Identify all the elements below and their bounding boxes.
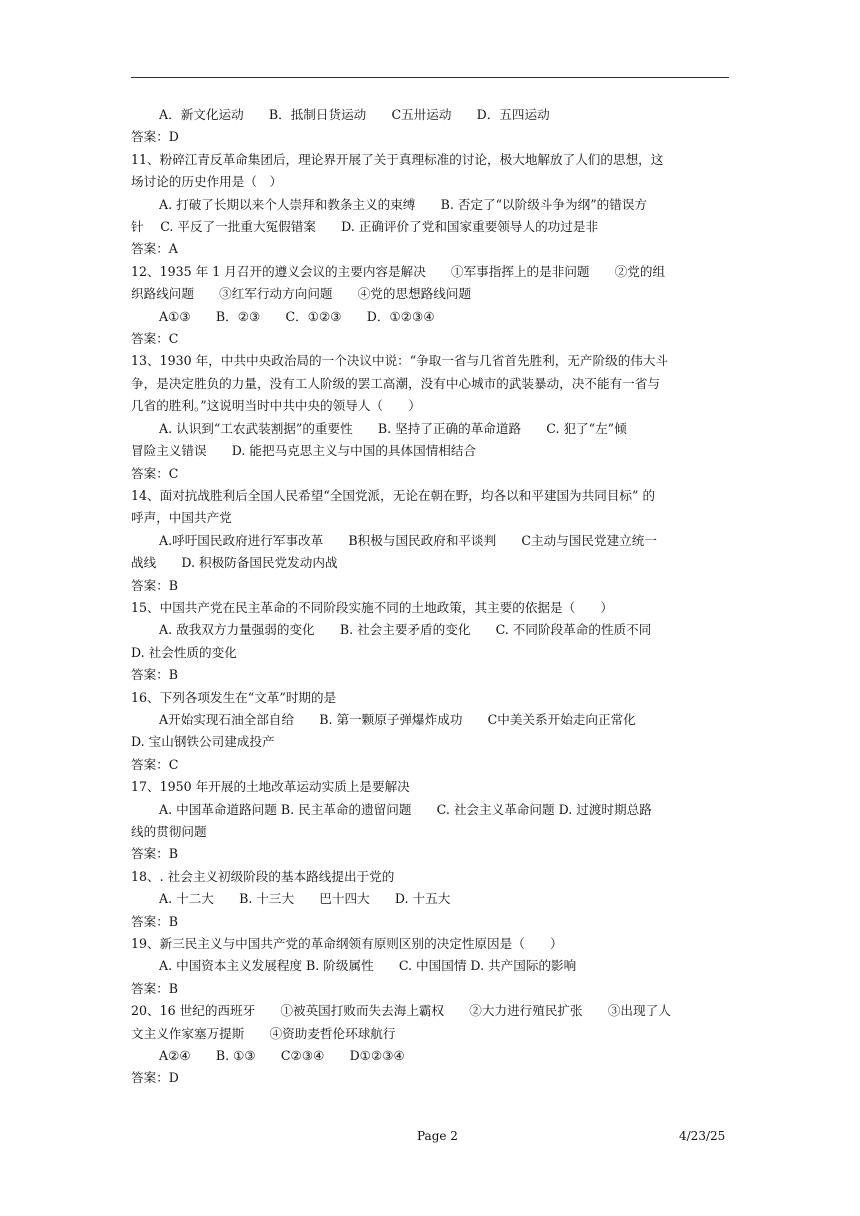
question-text-line: D. 宝山钢铁公司建成投产 — [131, 734, 275, 750]
question-text-line: A开始实现石油全部自给 B. 第一颗原子弹爆炸成功 C中美关系开始走向正常化 — [159, 711, 636, 727]
page-number: Page 2 — [417, 1129, 458, 1143]
answer-line: 答案：C — [131, 756, 179, 772]
question-text-line: 冒险主义错误 D. 能把马克思主义与中国的具体国情相结合 — [131, 443, 477, 459]
answer-line: 答案：B — [131, 577, 179, 593]
question-text-line: 线的贯彻问题 — [131, 824, 207, 839]
print-date: 4/23/25 — [679, 1129, 726, 1143]
question-text-line: A②④ B. ①③ C②③④ D①②③④ — [159, 1048, 405, 1064]
answer-line: 答案：A — [131, 241, 178, 257]
question-item — [131, 597, 729, 687]
answer-line: 答案：C — [131, 465, 179, 481]
question-text-line: D. 社会性质的变化 — [131, 644, 237, 660]
question-text-line: A.呼吁国民政府进行军事改革 B积极与国民政府和平谈判 C主动与国民党建立统一 — [159, 532, 657, 548]
question-text-line: 12、1935 年 1 月召开的遵义会议的主要内容是解决 ①军事指挥上的是非问题 ②党的组 — [131, 263, 666, 279]
question-text-line: A. 中国革命道路问题 B. 民主革命的遗留问题 C. 社会主义革命问题 D. 过渡时期总路 — [159, 801, 652, 817]
question-item — [131, 866, 729, 933]
answer-line: 答案：D — [131, 129, 179, 145]
question-text-line: 几省的胜利。”这说明当时中共中央的领导人（ ） — [131, 398, 421, 414]
question-text-line: 18、. 社会主义初级阶段的基本路线提出于党的 — [131, 868, 395, 884]
question-item — [131, 933, 729, 1000]
question-text-line: A①③ B．②③ C．①②③ D．①②③④ — [159, 308, 435, 324]
question-item — [131, 350, 729, 484]
question-text-line: 战线 D. 积极防备国民党发动内战 — [131, 555, 338, 571]
answer-line: 答案：B — [131, 980, 179, 996]
question-text-line: 14、面对抗战胜利后全国人民希望“全国党派，无论在朝在野，均各以和平建国为共同目标” 的 — [131, 487, 656, 503]
question-text-line: A. 认识到“工农武装割据”的重要性 B. 坚持了正确的革命道路 C. 犯了“左”倾 — [159, 420, 627, 436]
answer-line: 答案：C — [131, 331, 179, 347]
question-text-line: A. 敌我双方力量强弱的变化 B. 社会主要矛盾的变化 C. 不同阶段革命的性质不同 — [159, 622, 652, 638]
question-text-line: 争，是决定胜负的力量，没有工人阶级的罢工高潮，没有中心城市的武装暴动，决不能有一省与 — [131, 375, 660, 391]
question-item — [131, 1000, 729, 1090]
question-item — [131, 776, 729, 866]
question-text-line: 呼声，中国共产党 — [131, 510, 232, 526]
question-text-line: 织路线问题 ③红军行动方向问题 ④党的思想路线问题 — [131, 286, 472, 302]
question-text-line: 13、1930 年，中共中央政治局的一个决议中说：“争取一省与几省首先胜利，无产阶级的伟大斗 — [131, 353, 669, 369]
question-item — [131, 485, 729, 597]
question-text-line: 场讨论的历史作用是（ ） — [131, 174, 283, 190]
question-text-line: 15、中国共产党在民主革命的不同阶段实施不同的土地政策，其主要的依据是（ ） — [131, 599, 613, 615]
question-text-line: 11、粉碎江青反革命集团后，理论界开展了关于真理标准的讨论，极大地解放了人们的思想，这 — [131, 151, 664, 167]
question-text-line: 16、下列各项发生在“文革”时期的是 — [131, 689, 337, 705]
answer-line: 答案：B — [131, 846, 179, 862]
question-text-line: A. 十二大 B. 十三大 巴十四大 D. 十五大 — [159, 891, 451, 907]
answer-line: 答案：D — [131, 1070, 179, 1086]
question-text-line: 19、新三民主义与中国共产党的革命纲领有原则区别的决定性原因是（ ） — [131, 936, 563, 952]
question-list — [131, 104, 729, 1090]
question-text-line: 20、16 世纪的西班牙 ①被英国打败而失去海上霸权 ②大力进行殖民扩张 ③出现了人 — [131, 1003, 671, 1019]
question-item — [131, 104, 729, 149]
question-item — [131, 149, 729, 261]
question-text-line: A. 中国资本主义发展程度 B. 阶级属性 C. 中国国情 D. 共产国际的影响 — [159, 958, 577, 974]
question-text-line: 针 C. 平反了一批重大冤假错案 D. 正确评价了党和国家重要领导人的功过是非 — [131, 219, 599, 235]
answer-line: 答案：B — [131, 667, 179, 683]
question-text-line: 文主义作家塞万提斯 ④资助麦哲伦环球航行 — [131, 1025, 396, 1041]
question-text-line: A．新文化运动 B．抵制日货运动 C五卅运动 D．五四运动 — [159, 107, 550, 122]
question-item — [131, 261, 729, 351]
question-text-line: 17、1950 年开展的土地改革运动实质上是要解决 — [131, 779, 410, 795]
header-rule — [131, 77, 729, 78]
answer-line: 答案：B — [131, 913, 179, 929]
question-text-line: A. 打破了长期以来个人崇拜和教条主义的束缚 B. 否定了“以阶级斗争为纲”的错误方 — [159, 196, 648, 212]
question-item — [131, 687, 729, 777]
